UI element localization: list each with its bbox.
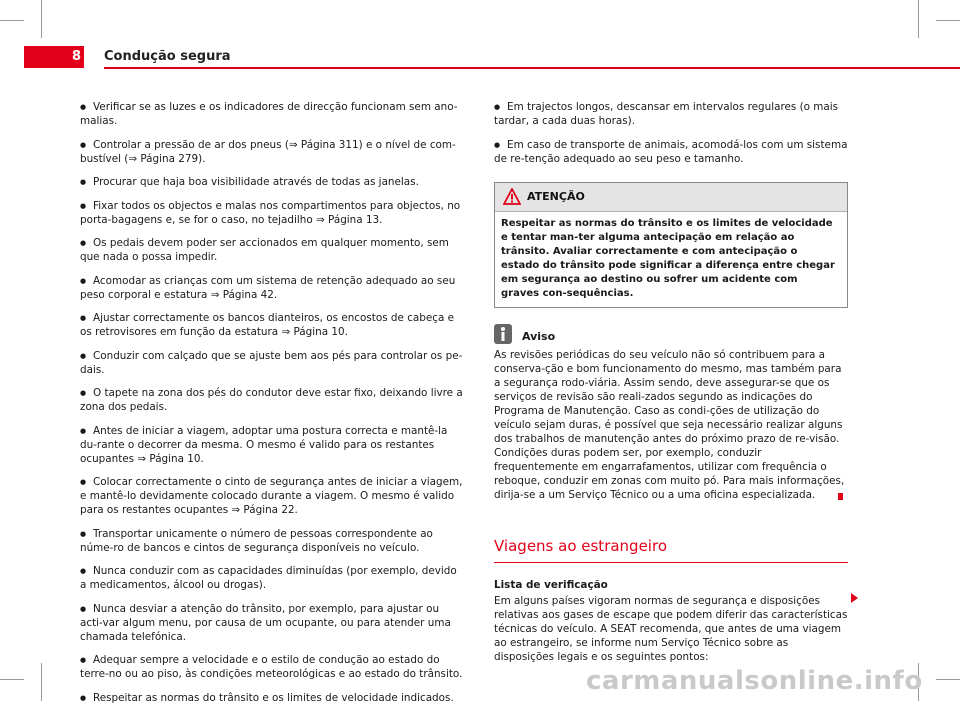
info-icon [494,324,512,344]
bullet-icon: ● [80,656,87,664]
bullet-item [80,311,464,339]
warning-icon [503,188,521,205]
bullet-icon: ● [80,239,87,247]
bullet-item [80,236,464,264]
bullet-item [80,527,464,555]
bullet-icon: ● [494,140,501,149]
bullet-text: Em caso de transporte de animais, acomodá-los com um sistema de re-tenção adequado ao seu peso e tamanho. [494,138,848,165]
bullet-item [80,424,464,466]
bullet-text: Fixar todos os objectos e malas nos compartimentos para objectos, no porta-bagagens e, se for o caso, no tejadilho ⇒ Página 13. [80,199,461,226]
bullet-icon: ● [80,201,87,210]
bullet-icon: ● [80,314,87,322]
bullet-text: Em trajectos longos, descansar em intervalos regulares (o mais tardar, a cada duas horas). [494,101,839,127]
bullet-text: Procurar que haja boa visibilidade através de todas as janelas. [93,176,419,188]
bullet-item [80,349,464,377]
bullet-text: Controlar a pressão de ar dos pneus (⇒ Página 311) e o nível de com-bustível (⇒ Página 279). [80,138,456,165]
bullet-item [80,175,464,189]
bullet-text: Adequar sempre a velocidade e o estilo de condução ao estado do terre-no ou ao piso, às condições meteorológicas e ao estado do trânsito. [80,654,463,680]
bullet-item [80,475,464,517]
bullet-item [80,691,464,705]
bullet-icon: ● [80,529,87,538]
bullet-text: Transportar unicamente o número de pessoas correspondente ao núme-ro de bancos e cintos de segurança disponíveis no veículo. [80,527,433,554]
page-number: 8 [24,46,84,68]
crop-mark [41,663,42,701]
bullet-text: Antes de iniciar a viagem, adoptar uma postura correcta e mantê-la du-rante o decorrer da mesma. O mesmo é valido para os restantes ocupantes ⇒ Página 10. [80,424,448,465]
section-title: Viagens ao estrangeiro [494,536,848,563]
note-text: As revisões periódicas do seu veículo não só contribuem para a conserva-ção e bom funcionamento do mesmo, mas também para a segurança rodo-viária. Assim sendo, deve assegurar-se que os serviços de revisão são reali-zados segundo as indicações do Programa de Manutenção. Caso as condi-ções de utilização do veículo sejam duras, é possível que seja necessário realizar alguns dos trabalhos de manutenção antes do próximo prazo de re-visão. Condições duras podem ser, por exemplo, conduzir frequentemente em engarrafamentos, utilizar com frequência o reboque, conduzir em zonas com muito pó. Para mais informações, dirija-se a um Serviço Técnico ou a uma oficina especializada. [494,348,845,501]
bullet-icon: ● [494,103,501,111]
bullet-item [494,100,848,128]
crop-mark [918,0,919,38]
warning-header [495,183,847,212]
bullet-item [80,564,464,592]
warning-title: ATENÇÃO [527,189,585,203]
watermark: carmanualsonline.info [586,666,923,696]
bullet-item [80,274,464,302]
page-header [24,46,960,68]
right-column [494,100,848,664]
bullet-text: Ajustar correctamente os bancos dianteiros, os encostos de cabeça e os retrovisores em função da estatura ⇒ Página 10. [80,312,455,338]
bullet-text: Respeitar as normas do trânsito e os limites de velocidade indicados. [93,691,454,704]
note-title: Aviso [522,329,556,343]
bullet-icon: ● [80,693,87,702]
bullet-text: Nunca conduzir com as capacidades diminuídas (por exemplo, devido a medicamentos, álcool ou drogas). [80,565,457,591]
bullet-icon: ● [80,426,87,435]
bullet-text: O tapete na zona dos pés do condutor deve estar fixo, deixando livre a zona dos pedais. [80,387,463,413]
page-title: Condução segura [104,49,231,64]
bullet-item [494,138,848,166]
warning-text: Respeitar as normas do trânsito e os limites de velocidade e tentar man-ter alguma antecipação em relação ao trânsito. Avaliar correctamente e com antecipação o estado do trânsito pode significar a diferença entre chegar em segurança ao destino ou sofrer um acidente com graves con-sequências. [501,217,835,299]
crop-mark [936,679,960,680]
crop-mark [41,0,42,38]
bullet-item [80,653,464,681]
bullet-icon: ● [80,389,87,397]
crop-mark [0,20,24,21]
bullet-icon: ● [80,478,87,486]
header-rule [104,67,960,69]
bullet-item [80,602,464,644]
bullet-icon: ● [80,140,87,149]
bullet-item [80,199,464,227]
bullet-text: Os pedais devem poder ser accionados em qualquer momento, sem que nada o possa impedir. [80,237,449,263]
bullet-icon: ● [80,351,87,360]
section-end-marker [838,493,843,500]
bullet-icon: ● [80,178,87,186]
bullet-text: Acomodar as crianças com um sistema de retenção adequado ao seu peso corporal e estatura ⇒ Página 42. [80,274,456,301]
bullet-text: Verificar se as luzes e os indicadores de direcção funcionam sem ano-malias. [80,101,458,127]
bullet-item [80,100,464,128]
left-column [80,100,464,714]
continue-arrow-icon [851,593,858,603]
crop-mark [936,20,960,21]
crop-mark [0,679,24,680]
bullet-text: Nunca desviar a atenção do trânsito, por exemplo, para ajustar ou acti-var algum menu, por causa de um ocupante, ou para atender uma chamada telefónica. [80,602,451,643]
bullet-icon: ● [80,567,87,575]
bullet-icon: ● [80,604,87,613]
subsection-title: Lista de verificação [494,578,608,591]
bullet-text: Conduzir com calçado que se ajuste bem aos pés para controlar os pe-dais. [80,349,463,376]
bullet-icon: ● [80,103,87,111]
bullet-item [80,138,464,166]
note-header [494,324,848,348]
bullet-icon: ● [80,276,87,285]
warning-box [494,182,848,308]
section-text: Em alguns países vigoram normas de segurança e disposições relativas aos gases de escape que podem diferir das características técnicas do veículo. A SEAT recomenda, que antes de uma viagem ao estrangeiro, se informe num Serviço Técnico sobre as disposições legais e os seguintes pontos: [494,594,848,663]
bullet-item [80,386,464,414]
bullet-text: Colocar correctamente o cinto de segurança antes de iniciar a viagem, e mantê-lo devidamente colocado durante a viagem. O mesmo é valido para os restantes ocupantes ⇒ Página 22. [80,476,463,516]
